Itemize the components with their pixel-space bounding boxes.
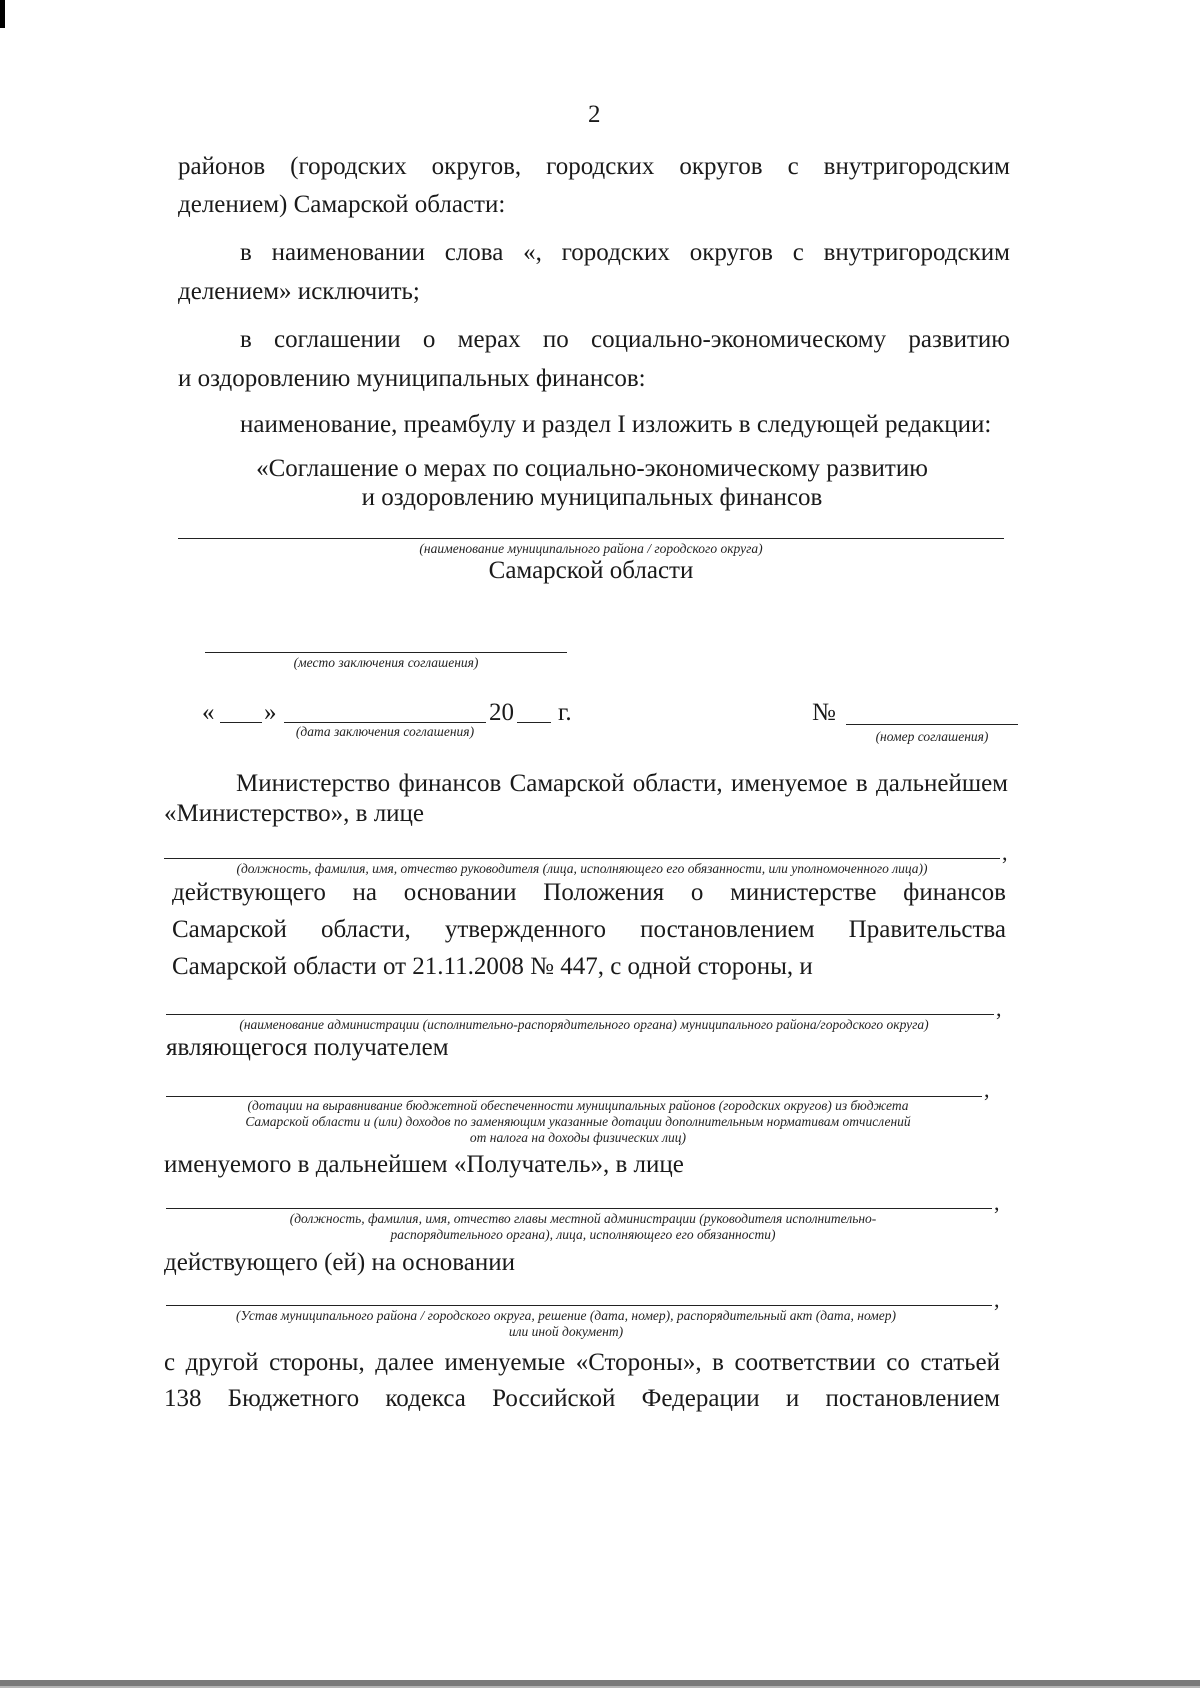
- page-number: 2: [588, 101, 601, 128]
- paragraph-line: являющегося получателем: [166, 1034, 449, 1061]
- paragraph-line: делением) Самарской области:: [178, 191, 506, 218]
- paragraph-line: действующего (ей) на основании: [164, 1249, 515, 1276]
- agreement-title-line: «Соглашение о мерах по социально-экономическому развитию: [256, 455, 928, 482]
- fill-in-line-head-position: [164, 858, 1000, 859]
- paragraph-line: с другой стороны, далее именуемые «Стороны», в соответствии со статьей: [164, 1349, 1000, 1376]
- paragraph-line: действующего на основании Положения о министерстве финансов: [172, 879, 1006, 906]
- comma: ,: [996, 996, 1002, 1021]
- fill-in-line-municipality: [178, 538, 1004, 539]
- number-sign: №: [812, 699, 836, 726]
- caption-subsidy: от налога на доходы физических лиц): [469, 1130, 687, 1145]
- paragraph-line: Министерство финансов Самарской области, именуемое в дальнейшем: [236, 770, 1008, 797]
- fill-in-line-administration: [166, 1014, 994, 1015]
- scan-artifact-bottom-edge: [0, 1686, 1200, 1688]
- caption-number: (номер соглашения): [875, 729, 989, 744]
- fill-in-line-day: [220, 722, 262, 723]
- fill-in-line-number: [846, 724, 1018, 725]
- comma: ,: [984, 1077, 990, 1102]
- caption-head-position: (должность, фамилия, имя, отчество руководителя (лица, исполняющего его обязанности, или уполномоченного лица)): [236, 861, 928, 876]
- caption-administration: (наименование администрации (исполнительно-распорядительного органа) муниципального района/городского округа): [239, 1017, 929, 1032]
- caption-place: (место заключения соглашения): [293, 655, 479, 670]
- comma: ,: [994, 1190, 1000, 1215]
- paragraph-line: именуемого в дальнейшем «Получатель», в лице: [164, 1151, 684, 1178]
- region-label: Самарской области: [488, 557, 694, 584]
- paragraph-line: «Министерство», в лице: [164, 800, 425, 827]
- paragraph-line: районов (городских округов, городских округов с внутригородским: [178, 153, 1010, 180]
- comma: ,: [1002, 840, 1008, 865]
- caption-subsidy: (дотации на выравнивание бюджетной обеспеченности муниципальных районов (городских округов) из бюджета: [247, 1098, 909, 1113]
- paragraph-line: Самарской области от 21.11.2008 № 447, с одной стороны, и: [172, 953, 813, 980]
- paragraph-line: и оздоровлению муниципальных финансов:: [178, 365, 646, 392]
- date-close-quote: »: [264, 699, 277, 726]
- fill-in-line-year: [517, 722, 551, 723]
- caption-date: (дата заключения соглашения): [295, 724, 475, 739]
- paragraph-line: в наименовании слова «, городских округов с внутригородским: [240, 239, 1010, 266]
- caption-basis: или иной документ): [508, 1324, 624, 1339]
- paragraph-line: делением» исключить;: [178, 278, 420, 305]
- caption-municipality: (наименование муниципального района / городского округа): [419, 541, 763, 556]
- fill-in-line-local-head: [166, 1208, 992, 1209]
- fill-in-line-place: [205, 652, 567, 653]
- paragraph-line: наименование, преамбулу и раздел I изложить в следующей редакции:: [240, 411, 992, 438]
- date-open-quote: «: [202, 699, 215, 726]
- comma: ,: [994, 1287, 1000, 1312]
- date-year-suffix: г.: [558, 699, 572, 726]
- caption-local-head: распорядительного органа), лица, исполняющего его обязанности): [390, 1227, 776, 1242]
- caption-subsidy: Самарской области и (или) доходов по заменяющим указанные дотации дополнительным нормативам отчислений: [245, 1114, 911, 1129]
- caption-basis: (Устав муниципального района / городского округа, решение (дата, номер), распорядительный акт (дата, номер): [235, 1308, 897, 1323]
- fill-in-line-month: [284, 722, 486, 723]
- scan-artifact-left: [0, 0, 5, 28]
- fill-in-line-basis: [166, 1305, 992, 1306]
- fill-in-line-subsidy: [166, 1096, 982, 1097]
- paragraph-line: Самарской области, утвержденного постановлением Правительства: [172, 916, 1006, 943]
- paragraph-line: 138 Бюджетного кодекса Российской Федерации и постановлением: [164, 1385, 1000, 1412]
- paragraph-line: в соглашении о мерах по социально-экономическому развитию: [240, 326, 1010, 353]
- agreement-title-line: и оздоровлению муниципальных финансов: [361, 484, 823, 511]
- date-year-prefix: 20: [489, 699, 514, 726]
- caption-local-head: (должность, фамилия, имя, отчество главы местной администрации (руководителя исполнительно-: [289, 1211, 877, 1226]
